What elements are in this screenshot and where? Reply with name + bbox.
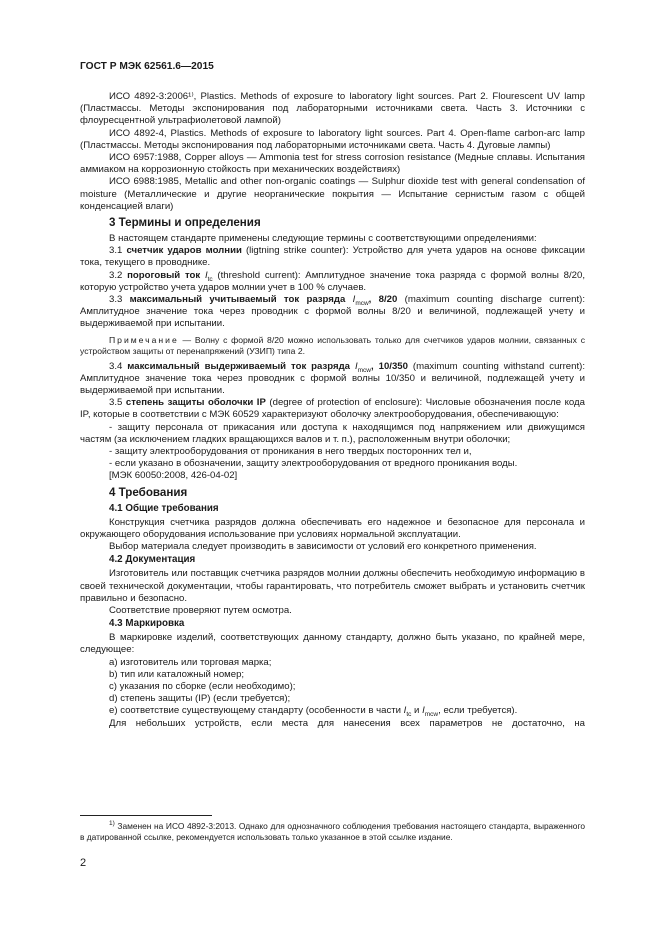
term-3-3: 3.3 максимальный учитываемый ток разряда $I_{mcw}$, 8/20 (maximum counting discharge current): Амплитудное значение тока через проводник с формой волны 8/20 и величиной, подлежащей учету и выдерживаемой при испытании.: [80, 294, 585, 330]
section-4-3-title: 4.3 Маркировка: [109, 618, 185, 630]
section-4-2-para-1: Изготовитель или поставщик счетчика разрядов молнии должны обеспечить необходимую информацию в своей технической документации, чтобы гарантировать, что потребитель сможет выбрать и установить счетчик правильно и безопасно.: [80, 568, 585, 604]
footnote: $^{1)}$ Заменен на ИСО 4892-3:2013. Однако для однозначного соблюдения требования настоящего стандарта, выраженного в датированной ссылке, рекомендуется использовать только указанное в этой ссылке издание.: [80, 820, 585, 842]
section-4-3-para: В маркировке изделий, соответствующих данному стандарту, должно быть указано, по крайней мере, следующее:: [80, 632, 585, 656]
note-label: Примечание: [109, 334, 179, 345]
reference-4: ИСО 6988:1985, Metallic and other non-organic coatings — Sulphur dioxide test with general condensation of moisture (Металлические и другие неорганические покрытия — Испытание сернистым газом с общей конденсацией влаги): [80, 176, 585, 212]
term-3-2: 3.2 пороговый ток $I_{tc}$ (threshold current): Амплитудное значение тока разряда с формой волны 8/20, которую устройство учета ударов молнии учет в 100 % случаев.: [80, 269, 585, 293]
footnote-divider: [80, 815, 212, 816]
section-4-2-para-2: Соответствие проверяют путем осмотра.: [109, 604, 292, 616]
term-3-1: 3.1 счетчик ударов молнии (ligtning strike counter): Устройство для учета ударов на основе фиксации тока, текущего в проводнике.: [80, 245, 585, 269]
page-number: 2: [80, 857, 87, 869]
section-4-1-title: 4.1 Общие требования: [109, 502, 219, 514]
reference-3: ИСО 6957:1988, Copper alloys — Ammonia test for stress corrosion resistance (Медные сплавы. Испытания аммиаком на коррозионную стойкость при механических воздействиях): [80, 152, 585, 176]
section-3-title: 3 Термины и определения: [109, 216, 261, 230]
section-4-2-title: 4.2 Документация: [109, 554, 196, 566]
term-3-5-item-2: - защиту электрооборудования от проникания в него твердых посторонних тел и,: [109, 446, 472, 458]
list-item: b) тип или каталожный номер;: [109, 668, 245, 680]
section-4-1-para-2: Выбор материала следует производить в зависимости от условий его конкретного применения.: [109, 541, 537, 553]
section-4-1-para-1: Конструкция счетчика разрядов должна обеспечивать его надежное и безопасное для персонала и окружающего оборудования использование при условиях нормальной эксплуатации.: [80, 516, 585, 540]
marking-list: [80, 657, 585, 718]
list-item: d) степень защиты (IP) (если требуется);: [109, 693, 291, 705]
reference-2: ИСО 4892-4, Plastics. Methods of exposure to laboratory light sources. Part 4. Open-flame carbon-arc lamp (Пластмассы. Методы экспонирования под лабораторными источниками света. Часть 4. Дуговые лампы): [80, 127, 585, 151]
document-header: ГОСТ Р МЭК 62561.6—2015: [80, 61, 214, 72]
list-item: c) указания по сборке (если необходимо);: [109, 680, 296, 692]
reference-1: ИСО 4892-3:2006¹⁾, Plastics. Methods of exposure to laboratory light sources. Part 2. Flourescent UV lamp (Пластмассы. Методы экспонирования под лабораторными источниками света. Часть 3. Источники с флоуресцентной ультрафиолетовой лампой): [80, 91, 585, 127]
term-3-4: 3.4 максимальный выдерживаемый ток разряда $I_{mcw}$, 10/350 (maximum counting withstand current): Амплитудное значение тока через проводник с формой волны 10/350 и величиной, подлежащей учету и выдерживаемой при испытании.: [80, 360, 585, 397]
section-3-intro: В настоящем стандарте применены следующие термины с соответствующими определениями:: [109, 233, 537, 245]
document-body: [80, 91, 585, 730]
term-3-5-item-1: - защиту персонала от прикасания или доступа к находящимся под напряжением или движущимся частям (за исключением гладких вращающихся валов и т. п.), расположенным внутри оболочки;: [80, 421, 585, 445]
list-item: а) изготовитель или торговая марка;: [109, 656, 272, 668]
term-3-5-item-3: - если указано в обозначении, защиту электрооборудования от вредного проникания воды.: [109, 458, 518, 470]
note: Примечание — Волну с формой 8/20 можно использовать только для счетчиков ударов молнии, связанных с устройством защиты от перенапряжений (УЗИП) типа 2.: [80, 334, 585, 356]
term-3-5: 3.5 степень защиты оболочки IP (degree of protection of enclosure): Числовые обозначения после кода IP, которые в соответствии с МЭК 60529 характеризуют оболочку электрооборудования, обеспечивающую:: [80, 397, 585, 421]
section-4-3-last-para: Для небольших устройств, если места для нанесения всех параметров не достаточно, на: [109, 717, 585, 729]
section-4-title: 4 Требования: [109, 485, 188, 499]
term-3-5-source: [МЭК 60050:2008, 426-04-02]: [109, 470, 238, 482]
list-item: e) соответствие существующему стандарту (особенности в части $I_{tc}$ и $I_{mcw}$, если требуется).: [109, 705, 518, 719]
